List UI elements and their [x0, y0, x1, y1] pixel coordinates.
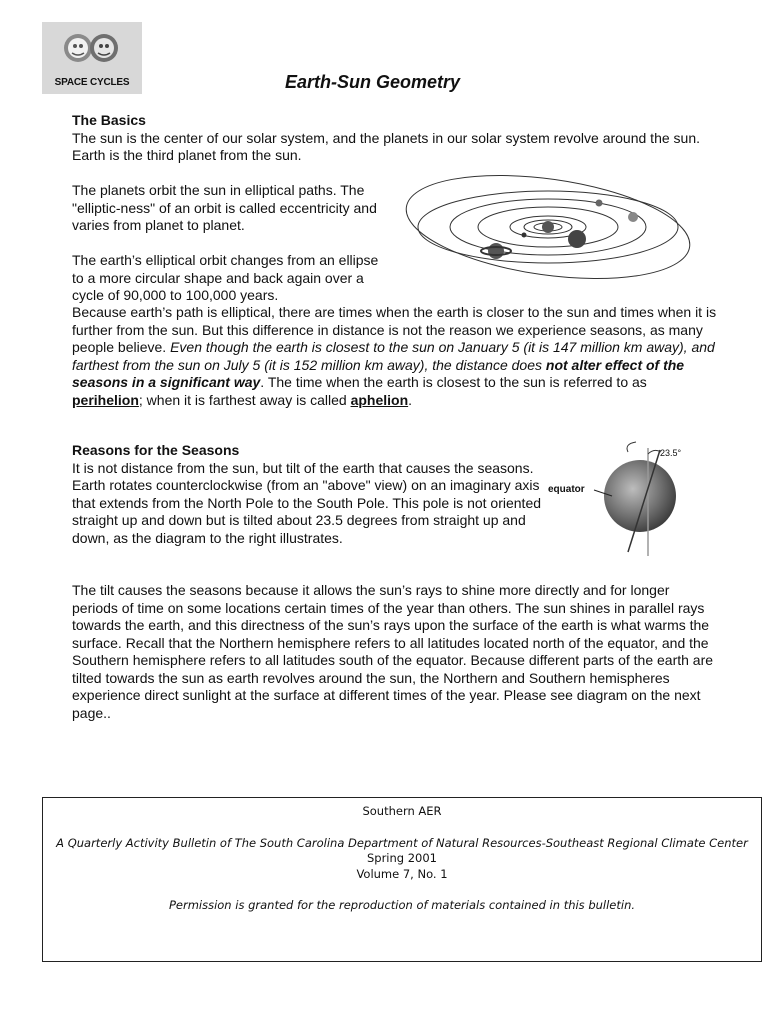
equator-label: equator: [548, 484, 585, 495]
seasons-section-2: [72, 582, 718, 722]
footer-publication-name: Southern AER: [362, 804, 442, 818]
p4-bold: not alter effect of the seasons in a significant way: [72, 356, 685, 390]
basics-section: [72, 112, 712, 165]
footer-permission: Permission is granted for the reproduction of materials contained in this bulletin.: [168, 898, 636, 912]
seasons-section: [72, 442, 547, 547]
footer-description: A Quarterly Activity Bulletin of The South Carolina Department of Natural Resources-Southeast Regional Climate Center: [56, 835, 748, 850]
basics-paragraph-3: The earth’s elliptical orbit changes from an ellipse to a more circular shape and back again over a cycle of 90,000 to 100,000 years.: [72, 252, 379, 303]
seasons-paragraph-2: The tilt causes the seasons because it allows the sun’s rays to shine more directly and for longer periods of time on some locations certain times of the year than others. The sun shines in parallel rays towards the earth, and this directness of the sun’s rays upon the surface of the earth is what warms the surface. Recall that the Northern hemisphere refers to all latitudes located north of the equator, and the Southern hemisphere refers to all latitudes south of the equator. Because different parts of the earth are tilted towards the sun as earth revolves around the sun, the Northern and Southern hemispheres experience direct sunlight at the surface at different times of the year. Please see diagram on the next page..: [72, 582, 714, 721]
p4-normal: Because earth’s path is elliptical, there are times when the earth is closer to the sun and times when it is further from the sun. But this difference in distance is not the reason we experience seasons, as many people believe.: [72, 304, 717, 355]
basics-paragraph-2: The planets orbit the sun in elliptical paths. The "elliptic-ness" of an orbit is called eccentricity and varies from planet to planet.: [72, 182, 377, 233]
seasons-heading: Reasons for the Seasons: [72, 442, 240, 458]
sun-moon-icon: [42, 22, 142, 78]
tilt-angle-label: 23.5°: [660, 448, 682, 458]
page-title: Earth-Sun Geometry: [284, 72, 461, 92]
jupiter-icon: [568, 230, 586, 248]
basics-paragraph-1: The sun is the center of our solar system, and the planets in our solar system revolve around the sun. Earth is the third planet from the sun.: [72, 129, 700, 163]
logo-text: SPACE CYCLES: [54, 77, 130, 88]
p4-end: .: [408, 391, 413, 408]
bulletin-footer-box: [42, 797, 762, 962]
perihelion-term: perihelion: [72, 391, 139, 408]
sun-icon: [542, 221, 554, 233]
basics-paragraph-4: [72, 304, 718, 409]
p4-italic: Even though the earth is closest to the sun on January 5 (it is 147 million km away), and farthest from the sun on July 5 (it is 152 million km away), the distance does: [72, 339, 715, 373]
planet-icon: [522, 233, 527, 238]
footer-volume: Volume 7, No. 1: [356, 866, 448, 881]
footer-season: Spring 2001: [366, 851, 438, 865]
seasons-paragraph-1: It is not distance from the sun, but tilt of the earth that causes the seasons. Earth rotates counterclockwise (from an "above" view) on an imaginary axis that extends from the North Pole to the South Pole. This pole is not oriented straight up and down but is tilted about 23.5 degrees from straight up and down, as the diagram to the right illustrates.: [72, 459, 542, 546]
earth-tilt-diagram: [544, 440, 682, 560]
basics-heading: The Basics: [72, 112, 146, 128]
solar-system-diagram: [402, 175, 694, 290]
p4-normal-2: . The time when the earth is closest to the sun is referred to as: [260, 374, 647, 390]
saturn-icon: [488, 243, 504, 259]
aphelion-term: aphelion: [350, 391, 409, 408]
planet-icon: [596, 200, 603, 207]
basics-narrow-text: [72, 182, 392, 305]
earth-globe: [604, 460, 676, 532]
p4-normal-3: ; when it is farthest away is called: [138, 391, 351, 408]
planet-icon: [628, 212, 638, 222]
